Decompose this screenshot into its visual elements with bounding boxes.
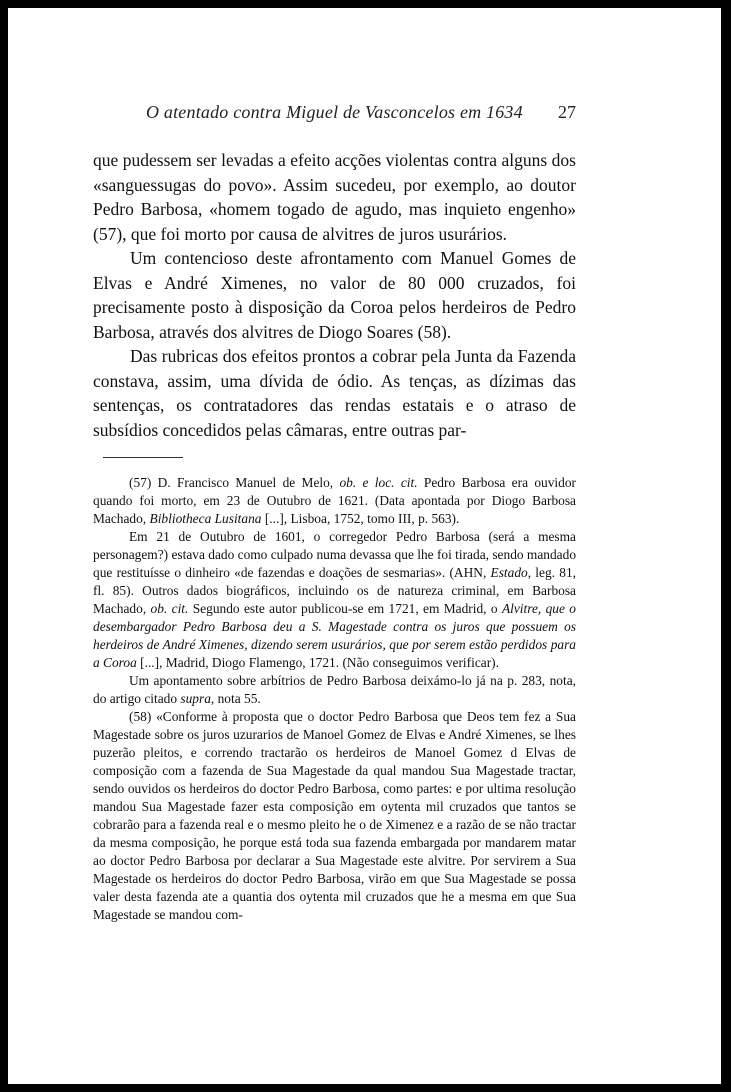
footnote-text: Um apontamento sobre arbítrios de Pedro Barbosa deixámo-lo já na p. 283, nota, do artigo citado <box>93 673 576 706</box>
footnote-57-paragraph-2 <box>93 528 576 672</box>
paragraph-2: Um contencioso deste afrontamento com Manuel Gomes de Elvas e André Ximenes, no valor de 80 000 cruzados, foi precisamente posto à disposição da Coroa pelos herdeiros de Pedro Barbosa, através dos alvitres de Diogo Soares (58). <box>93 248 576 342</box>
footnote-57-paragraph-3 <box>93 672 576 708</box>
footnotes <box>93 474 576 924</box>
footnote-citation: Alvitre, que o desembargador Pedro Barbosa deu a S. Magestade contra os juros que possuem os herdeiros de André Ximenes, dizendo serem usurários, que por serem estão perdidos para a Coroa <box>93 601 576 670</box>
footnote-57-citation: ob. e loc. cit. <box>339 475 418 490</box>
footnote-text: Segundo este autor publicou-se em 1721, em Madrid, o <box>188 601 502 616</box>
footnote-citation: Estado <box>490 565 528 580</box>
footnote-58: (58) «Conforme à proposta que o doctor Pedro Barbosa que Deos tem fez a Sua Magestade sobre os juros uzurarios de Manoel Gomez de Elvas e André Ximenes, se lhes puzerão pleitos, e correndo tractarão os herdeiros de Manoel Gomez d Elvas de composição com a fazenda de Sua Magestade da qual mandou Sua Magestade tractar, sendo ouvidos os herdeiros do doctor Pedro Barbosa, como partes: e por ultima resolução mandou Sua Magestade fazer esta composição em oytenta mil cruzados que tantos se cobrarão para a fazenda real e o mesmo pleito he o de Ximenez e a razão de se não tractar da mesma composição, he porque está toda sua fazenda embargada por mandarem matar ao doctor Pedro Barbosa por declarar a Sua Magestade este alvitre. Por servirem a Sua Magestade os herdeiros do doctor Pedro Barbosa, virão em que Sua Magestade se possa valer desta fazenda ate a quantia dos oytenta mil cruzados que he a mesma em que Sua Magestade se mandou com- <box>93 709 576 922</box>
paragraph-3: Das rubricas dos efeitos prontos a cobrar pela Junta da Fazenda constava, assim, uma dívida de ódio. As tenças, as dízimas das sentenças, os contratadores das rendas estatais e o atraso de subsídios concedidos pelas câmaras, entre outras par- <box>93 346 576 440</box>
footnote-text: [...], Madrid, Diogo Flamengo, 1721. (Não conseguimos verificar). <box>136 655 499 670</box>
footnote-separator <box>103 457 183 458</box>
paragraph-1: que pudessem ser levadas a efeito acções violentas contra alguns dos «sanguessugas do povo». Assim sucedeu, por exemplo, ao doutor Pedro Barbosa, «homem togado de agudo, mas inquieto engenho» (57), que foi morto por causa de alvitres de juros usurários. <box>93 150 576 244</box>
main-text <box>93 148 576 442</box>
footnote-57-text: [...], Lisboa, 1752, tomo III, p. 563). <box>261 511 460 526</box>
footnote-citation: ob. cit. <box>150 601 189 616</box>
book-page <box>8 8 721 1084</box>
footnote-57-text: Pedro Barbosa era ouvidor quando foi morto, em 23 de Outubro de 1621. (Data apontada por Diogo Barbosa Machado, <box>93 475 576 526</box>
running-title: O atentado contra Miguel de Vasconcelos em 1634 <box>146 102 523 122</box>
footnote-57 <box>93 474 576 528</box>
footnote-57-text: (57) D. Francisco Manuel de Melo, <box>129 475 340 490</box>
footnote-57-citation: Bibliotheca Lusitana <box>149 511 262 526</box>
footnote-citation: supra <box>180 691 211 706</box>
footnote-text: , nota 55. <box>210 691 261 706</box>
page-number: 27 <box>558 102 576 122</box>
footnote-text: , leg. 81, fl. 85). Outros dados biográficos, incluindo os de natureza criminal, em Barbosa Machado, <box>93 565 576 616</box>
footnote-text: Em 21 de Outubro de 1601, o corregedor Pedro Barbosa (será a mesma personagem?) estava dado como culpado numa devassa que lhe foi tirada, sendo mandado que restituísse o dinheiro «de fazendas e doações de sesmarias». (AHN, <box>93 529 577 580</box>
